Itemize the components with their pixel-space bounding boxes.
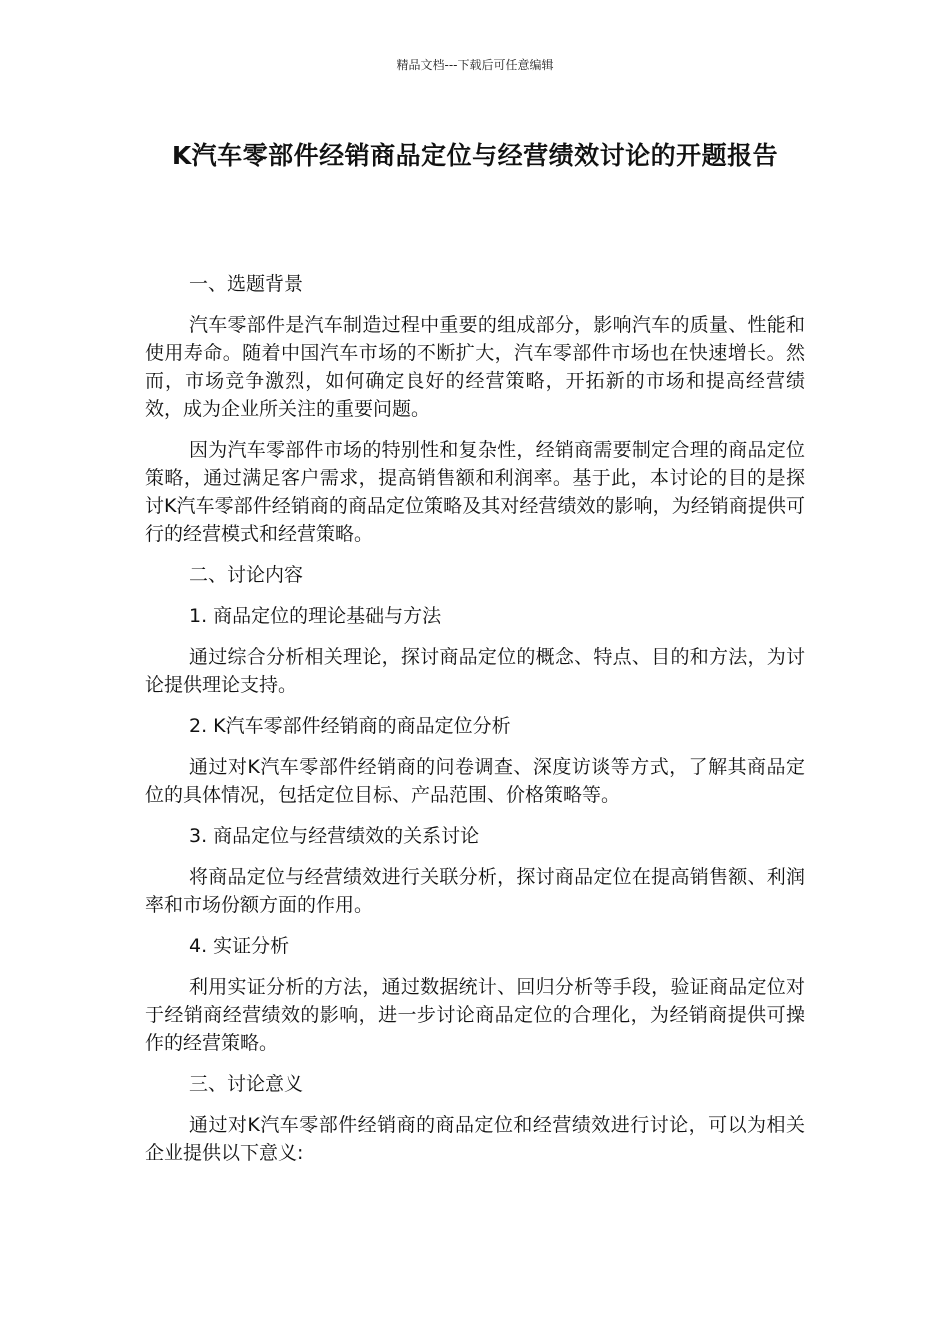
document-title: K汽车零部件经销商品定位与经营绩效讨论的开题报告 xyxy=(171,141,779,170)
subheading-theory: 1. 商品定位的理论基础与方法 xyxy=(189,605,442,627)
document-body xyxy=(145,270,805,1180)
section-heading-background: 一、选题背景 xyxy=(189,273,304,295)
paragraph-significance: 通过对K汽车零部件经销商的商品定位和经营绩效进行讨论，可以为相关企业提供以下意义: xyxy=(145,1114,805,1164)
section-heading-content: 二、讨论内容 xyxy=(189,564,304,586)
subheading-positioning-analysis: 2. K汽车零部件经销商的商品定位分析 xyxy=(189,715,511,737)
subheading-relationship: 3. 商品定位与经营绩效的关系讨论 xyxy=(189,825,480,847)
paragraph-background-1: 汽车零部件是汽车制造过程中重要的组成部分，影响汽车的质量、性能和使用寿命。随着中国汽车市场的不断扩大，汽车零部件市场也在快速增长。然而，市场竞争激烈，如何确定良好的经营策略，开拓新的市场和提高经营绩效，成为企业所关注的重要问题。 xyxy=(145,314,805,420)
paragraph-relationship: 将商品定位与经营绩效进行关联分析，探讨商品定位在提高销售额、利润率和市场份额方面的作用。 xyxy=(145,866,805,916)
section-heading-significance: 三、讨论意义 xyxy=(189,1073,304,1095)
paragraph-background-2: 因为汽车零部件市场的特别性和复杂性，经销商需要制定合理的商品定位策略，通过满足客户需求，提高销售额和利润率。基于此，本讨论的目的是探讨K汽车零部件经销商的商品定位策略及其对经营绩效的影响，为经销商提供可行的经营模式和经营策略。 xyxy=(145,439,805,545)
page-header: 精品文档---下载后可任意编辑 xyxy=(396,58,554,72)
subheading-empirical: 4. 实证分析 xyxy=(189,935,290,957)
paragraph-theory: 通过综合分析相关理论，探讨商品定位的概念、特点、目的和方法，为讨论提供理论支持。 xyxy=(145,646,805,696)
paragraph-positioning-analysis: 通过对K汽车零部件经销商的问卷调查、深度访谈等方式，了解其商品定位的具体情况，包括定位目标、产品范围、价格策略等。 xyxy=(145,756,805,806)
paragraph-empirical: 利用实证分析的方法，通过数据统计、回归分析等手段，验证商品定位对于经销商经营绩效的影响，进一步讨论商品定位的合理化，为经销商提供可操作的经营策略。 xyxy=(145,976,805,1054)
